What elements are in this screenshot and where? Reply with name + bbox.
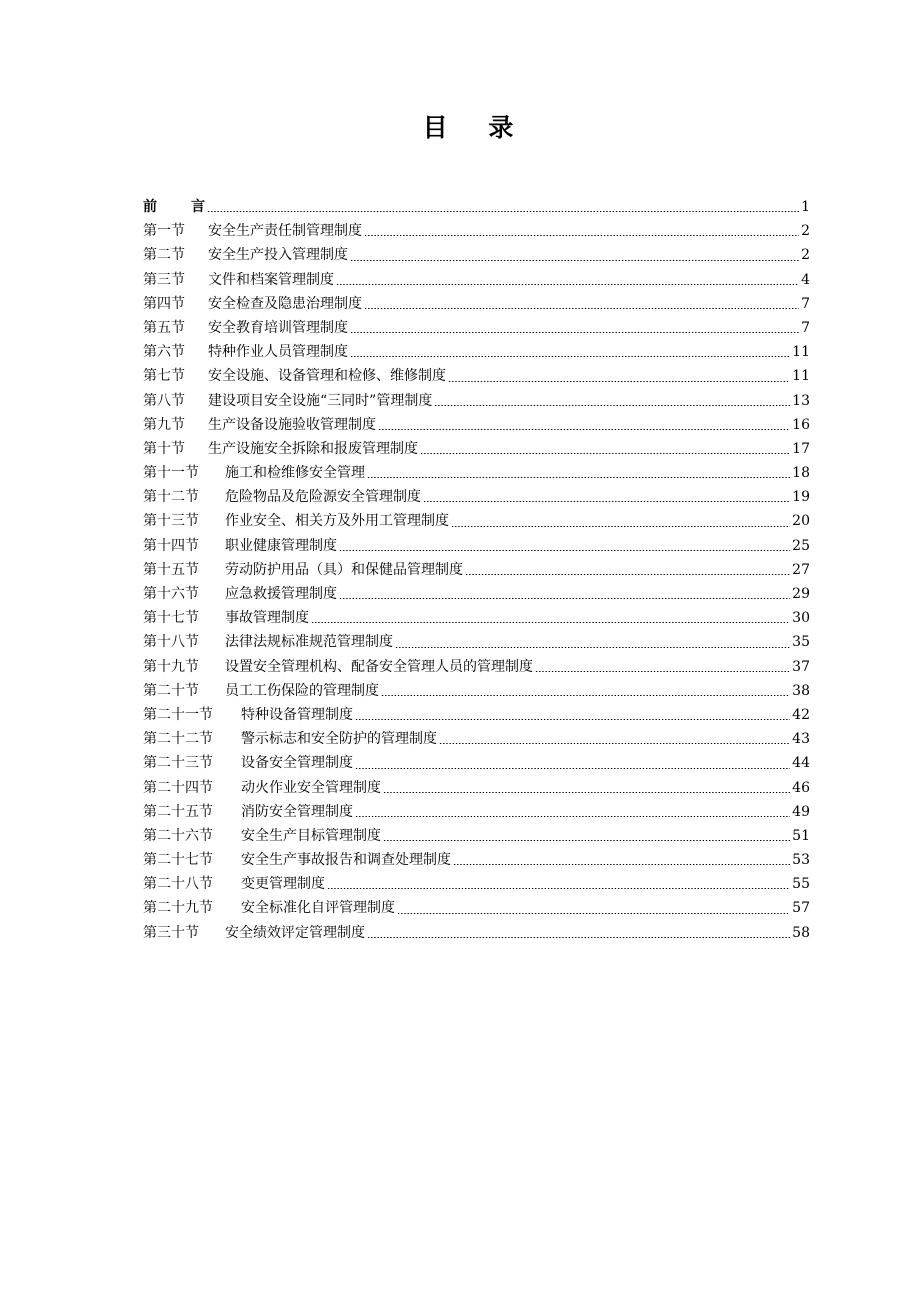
toc-entry[interactable] xyxy=(143,630,810,654)
toc-entry-title: 生产设备设施验收管理制度 xyxy=(208,416,376,433)
toc-leader-dots xyxy=(311,622,790,623)
toc-entry[interactable] xyxy=(143,509,810,533)
toc-leader-dots xyxy=(448,381,790,382)
toc-section-label: 第二十五节 xyxy=(143,803,213,820)
toc-entry[interactable] xyxy=(143,824,810,848)
toc-leader-dots xyxy=(381,695,790,696)
toc-entry-title: 文件和档案管理制度 xyxy=(208,271,334,288)
toc-entry-title: 事故管理制度 xyxy=(225,610,309,627)
toc-leader-dots xyxy=(451,526,790,527)
toc-page-number: 2 xyxy=(801,223,810,240)
toc-entry[interactable] xyxy=(143,727,810,751)
toc-leader-dots xyxy=(423,501,790,502)
toc-entry[interactable] xyxy=(143,461,810,485)
toc-entry-title: 警示标志和安全防护的管理制度 xyxy=(241,731,437,748)
toc-entry[interactable] xyxy=(143,437,810,461)
toc-entry[interactable] xyxy=(143,534,810,558)
toc-section-label: 第十六节 xyxy=(143,586,199,602)
toc-entry-title: 危险物品及危险源安全管理制度 xyxy=(225,489,421,506)
toc-entry[interactable] xyxy=(143,558,810,582)
toc-page-number: 51 xyxy=(792,827,810,844)
toc-entry[interactable] xyxy=(143,751,810,775)
toc-section-label: 第三节 xyxy=(143,271,185,288)
toc-section-label: 第十七节 xyxy=(143,610,199,627)
toc-entry[interactable] xyxy=(143,413,810,437)
toc-section-label: 前 言 xyxy=(143,199,205,215)
toc-entry[interactable] xyxy=(143,921,810,945)
toc-section-label: 第十一节 xyxy=(143,465,199,482)
toc-leader-dots xyxy=(535,671,790,672)
toc-leader-dots xyxy=(339,598,790,599)
toc-leader-dots xyxy=(364,235,799,236)
toc-entry-title: 安全标准化自评管理制度 xyxy=(241,900,395,917)
toc-entry-title: 安全生产事故报告和调查处理制度 xyxy=(241,852,451,869)
toc-page-number: 58 xyxy=(792,924,810,941)
toc-page-number: 25 xyxy=(792,537,810,554)
toc-entry[interactable] xyxy=(143,776,810,800)
toc-page-number: 30 xyxy=(792,610,810,627)
toc-section-label: 第十九节 xyxy=(143,658,199,675)
toc-section-label: 第五节 xyxy=(143,319,185,336)
toc-page-number: 2 xyxy=(801,247,810,264)
toc-page-number: 35 xyxy=(792,634,810,651)
toc-page-number: 53 xyxy=(792,852,810,869)
toc-leader-dots xyxy=(336,284,799,285)
toc-section-label: 第十四节 xyxy=(143,537,199,554)
toc-page-number: 17 xyxy=(792,440,810,457)
toc-entry-title: 应急救援管理制度 xyxy=(225,586,337,602)
toc-leader-dots xyxy=(420,453,790,454)
toc-section-label: 第八节 xyxy=(143,392,185,409)
toc-leader-dots xyxy=(355,816,790,817)
toc-entry-title: 设备安全管理制度 xyxy=(241,755,353,772)
toc-leader-dots xyxy=(350,356,790,357)
toc-section-label: 第九节 xyxy=(143,416,185,433)
toc-entry[interactable] xyxy=(143,896,810,920)
toc-leader-dots xyxy=(453,864,790,865)
toc-page-number: 42 xyxy=(792,706,810,723)
toc-section-label: 第一节 xyxy=(143,223,185,240)
toc-page-number: 13 xyxy=(792,392,810,409)
toc-section-label: 第二十二节 xyxy=(143,731,213,748)
toc-entry[interactable] xyxy=(143,219,810,243)
toc-entry-title: 动火作业安全管理制度 xyxy=(241,779,381,796)
toc-section-label: 第二十九节 xyxy=(143,900,213,917)
toc-page-number: 57 xyxy=(792,900,810,917)
toc-page-number: 7 xyxy=(801,295,810,312)
toc-leader-dots xyxy=(207,211,799,212)
toc-entry[interactable] xyxy=(143,340,810,364)
toc-leader-dots xyxy=(439,743,790,744)
toc-section-label: 第七节 xyxy=(143,368,185,385)
toc-section-label: 第二十三节 xyxy=(143,755,213,772)
toc-section-label: 第二十六节 xyxy=(143,827,213,844)
toc-leader-dots xyxy=(367,937,790,938)
toc-page-number: 1 xyxy=(801,199,810,215)
toc-leader-dots xyxy=(378,429,790,430)
toc-entry-title: 安全生产目标管理制度 xyxy=(241,827,381,844)
toc-page-number: 44 xyxy=(792,755,810,772)
toc-leader-dots xyxy=(383,792,790,793)
toc-entry-title: 安全设施、设备管理和检修、维修制度 xyxy=(208,368,446,385)
toc-entry[interactable] xyxy=(143,848,810,872)
toc-page-number: 11 xyxy=(792,368,810,385)
toc-section-label: 第二十节 xyxy=(143,682,199,699)
toc-page-number: 27 xyxy=(792,561,810,578)
toc-section-label: 第十三节 xyxy=(143,513,199,530)
toc-page-number: 11 xyxy=(792,344,810,361)
toc-entry-title: 安全生产投入管理制度 xyxy=(208,247,348,264)
toc-entry-title: 员工工伤保险的管理制度 xyxy=(225,682,379,699)
toc-section-label: 第十五节 xyxy=(143,561,199,578)
toc-page-number: 49 xyxy=(792,803,810,820)
toc-entry-title: 劳动防护用品（具）和保健品管理制度 xyxy=(225,561,463,578)
toc-page-number: 19 xyxy=(792,489,810,506)
toc-entry-title: 消防安全管理制度 xyxy=(241,803,353,820)
toc-entry-title: 安全检查及隐患治理制度 xyxy=(208,295,362,312)
toc-entry[interactable] xyxy=(143,268,810,292)
toc-entry-title: 建设项目安全设施“三同时”管理制度 xyxy=(208,392,433,409)
toc-entry[interactable] xyxy=(143,243,810,267)
toc-leader-dots xyxy=(350,332,799,333)
toc-page-number: 20 xyxy=(792,513,810,530)
toc-page-number: 18 xyxy=(792,465,810,482)
toc-entry-title: 安全绩效评定管理制度 xyxy=(225,924,365,941)
toc-page-number: 37 xyxy=(792,658,810,675)
toc-title: 目 录 xyxy=(422,113,530,142)
toc-entry[interactable] xyxy=(143,872,810,896)
toc-leader-dots xyxy=(395,647,790,648)
toc-section-label: 第二十七节 xyxy=(143,852,213,869)
toc-list xyxy=(143,195,810,945)
toc-leader-dots xyxy=(339,550,790,551)
toc-page-number: 55 xyxy=(792,876,810,893)
toc-section-label: 第二节 xyxy=(143,247,185,264)
toc-leader-dots xyxy=(350,260,799,261)
toc-leader-dots xyxy=(397,913,790,914)
toc-section-label: 第三十节 xyxy=(143,924,199,941)
toc-section-label: 第十八节 xyxy=(143,634,199,651)
toc-leader-dots xyxy=(367,477,790,478)
toc-section-label: 第四节 xyxy=(143,295,185,312)
toc-entry-title: 施工和检维修安全管理 xyxy=(225,465,365,482)
toc-entry-title: 特种作业人员管理制度 xyxy=(208,344,348,361)
toc-entry[interactable] xyxy=(143,485,810,509)
toc-page-number: 43 xyxy=(792,731,810,748)
toc-section-label: 第二十一节 xyxy=(143,706,213,723)
toc-leader-dots xyxy=(355,768,790,769)
toc-page-number: 7 xyxy=(801,319,810,336)
toc-entry-title: 安全教育培训管理制度 xyxy=(208,319,348,336)
toc-section-label: 第十二节 xyxy=(143,489,199,506)
toc-entry[interactable] xyxy=(143,364,810,388)
toc-entry-title: 作业安全、相关方及外用工管理制度 xyxy=(225,513,449,530)
toc-entry-title: 变更管理制度 xyxy=(241,876,325,893)
toc-entry[interactable] xyxy=(143,316,810,340)
toc-entry[interactable] xyxy=(143,655,810,679)
toc-leader-dots xyxy=(465,574,790,575)
toc-entry-title: 特种设备管理制度 xyxy=(241,706,353,723)
toc-page-number: 46 xyxy=(792,779,810,796)
toc-page-number: 29 xyxy=(792,586,810,602)
toc-entry-preface[interactable] xyxy=(143,195,810,219)
toc-leader-dots xyxy=(355,719,790,720)
toc-leader-dots xyxy=(383,840,790,841)
toc-entry[interactable] xyxy=(143,292,810,316)
toc-entry[interactable] xyxy=(143,679,810,703)
toc-entry-title: 法律法规标准规范管理制度 xyxy=(225,634,393,651)
toc-leader-dots xyxy=(364,308,799,309)
toc-entry[interactable] xyxy=(143,389,810,413)
toc-entry-title: 职业健康管理制度 xyxy=(225,537,337,554)
toc-entry-title: 生产设施安全拆除和报废管理制度 xyxy=(208,440,418,457)
toc-entry-title: 设置安全管理机构、配备安全管理人员的管理制度 xyxy=(225,658,533,675)
toc-section-label: 第十节 xyxy=(143,440,185,457)
toc-leader-dots xyxy=(434,405,790,406)
toc-page-number: 16 xyxy=(792,416,810,433)
toc-section-label: 第六节 xyxy=(143,344,185,361)
toc-entry[interactable] xyxy=(143,800,810,824)
toc-entry[interactable] xyxy=(143,606,810,630)
toc-leader-dots xyxy=(327,888,790,889)
toc-page-number: 38 xyxy=(792,682,810,699)
toc-entry[interactable] xyxy=(143,582,810,606)
toc-entry[interactable] xyxy=(143,703,810,727)
toc-page-number: 4 xyxy=(801,271,810,288)
toc-section-label: 第二十四节 xyxy=(143,779,213,796)
toc-section-label: 第二十八节 xyxy=(143,876,213,893)
toc-entry-title: 安全生产责任制管理制度 xyxy=(208,223,362,240)
